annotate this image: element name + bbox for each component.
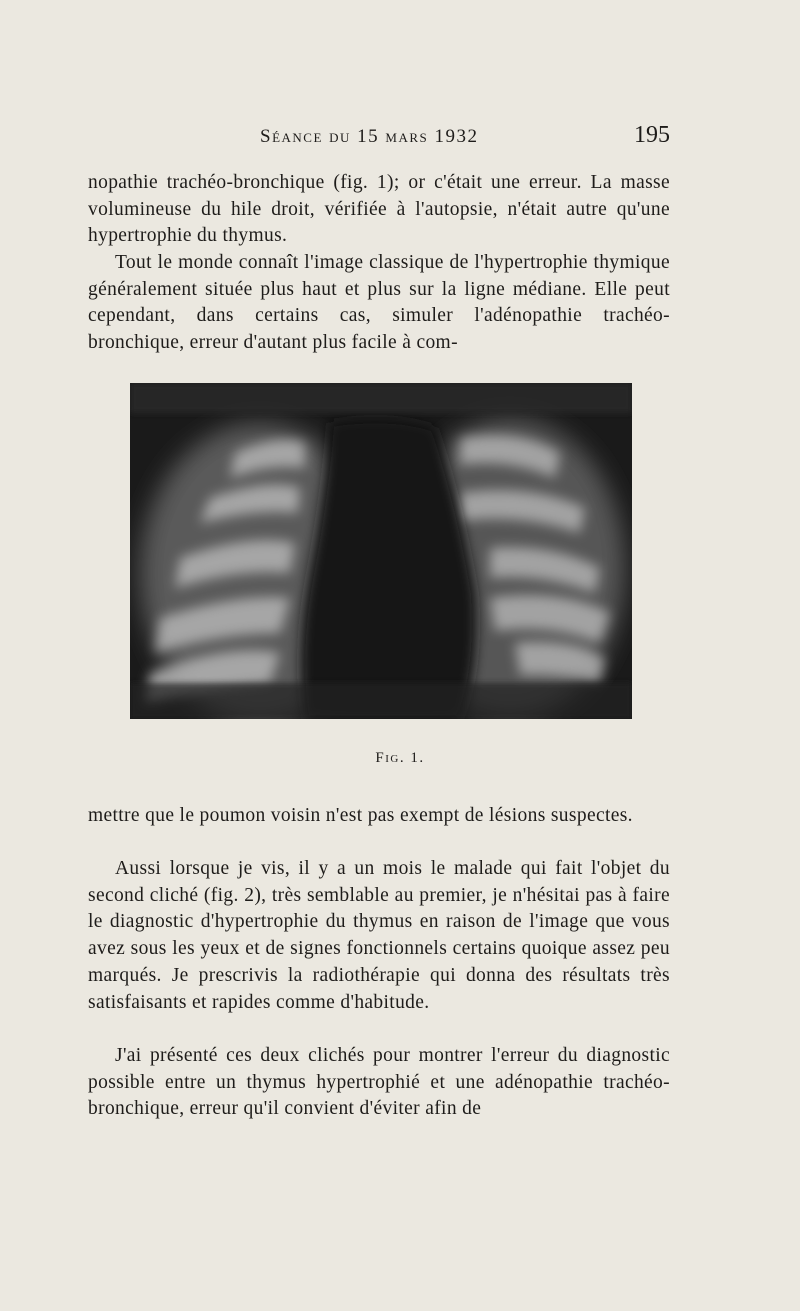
paragraph-1: nopathie trachéo-bronchique (fig. 1); or c'était une erreur. La masse volumineuse du hile droit, vérifiée à l'autopsie, n'était autre qu'une hypertrophie du thymus.: [88, 172, 670, 247]
figure-caption: Fig. 1.: [375, 750, 425, 766]
paragraph-2: Tout le monde connaît l'image classique de l'hypertrophie thymique généralement située plus haut et plus sur la ligne médiane. Elle peut cependant, dans certains cas, simuler l'adénopathie trachéo-bronchique, erreur d'autant plus facile à com-: [88, 252, 670, 354]
running-title: Séance du 15 mars 1932: [260, 126, 479, 147]
paragraph-3: mettre que le poumon voisin n'est pas exempt de lésions suspectes.: [88, 805, 633, 826]
paragraph-4: Aussi lorsque je vis, il y a un mois le malade qui fait l'objet du second cliché (fig. 2), très semblable au premier, je n'hésitai pas à faire le diagnostic d'hypertrophie du thymus en raison de l'image que vous avez sous les yeux et de signes fonctionnels certains quoique assez peu marqués. Je prescrivis la radiothérapie qui donna des résultats très satisfaisants et rapides comme d'habitude.: [88, 858, 670, 1013]
page-header: [115, 122, 670, 156]
chest-xray-image: [130, 383, 632, 719]
page-number: 195: [634, 122, 670, 148]
paragraph-5: J'ai présenté ces deux clichés pour montrer l'erreur du diagnostic possible entre un thymus hypertrophié et une adénopathie trachéo-bronchique, erreur qu'il convient d'éviter afin de: [88, 1045, 670, 1120]
